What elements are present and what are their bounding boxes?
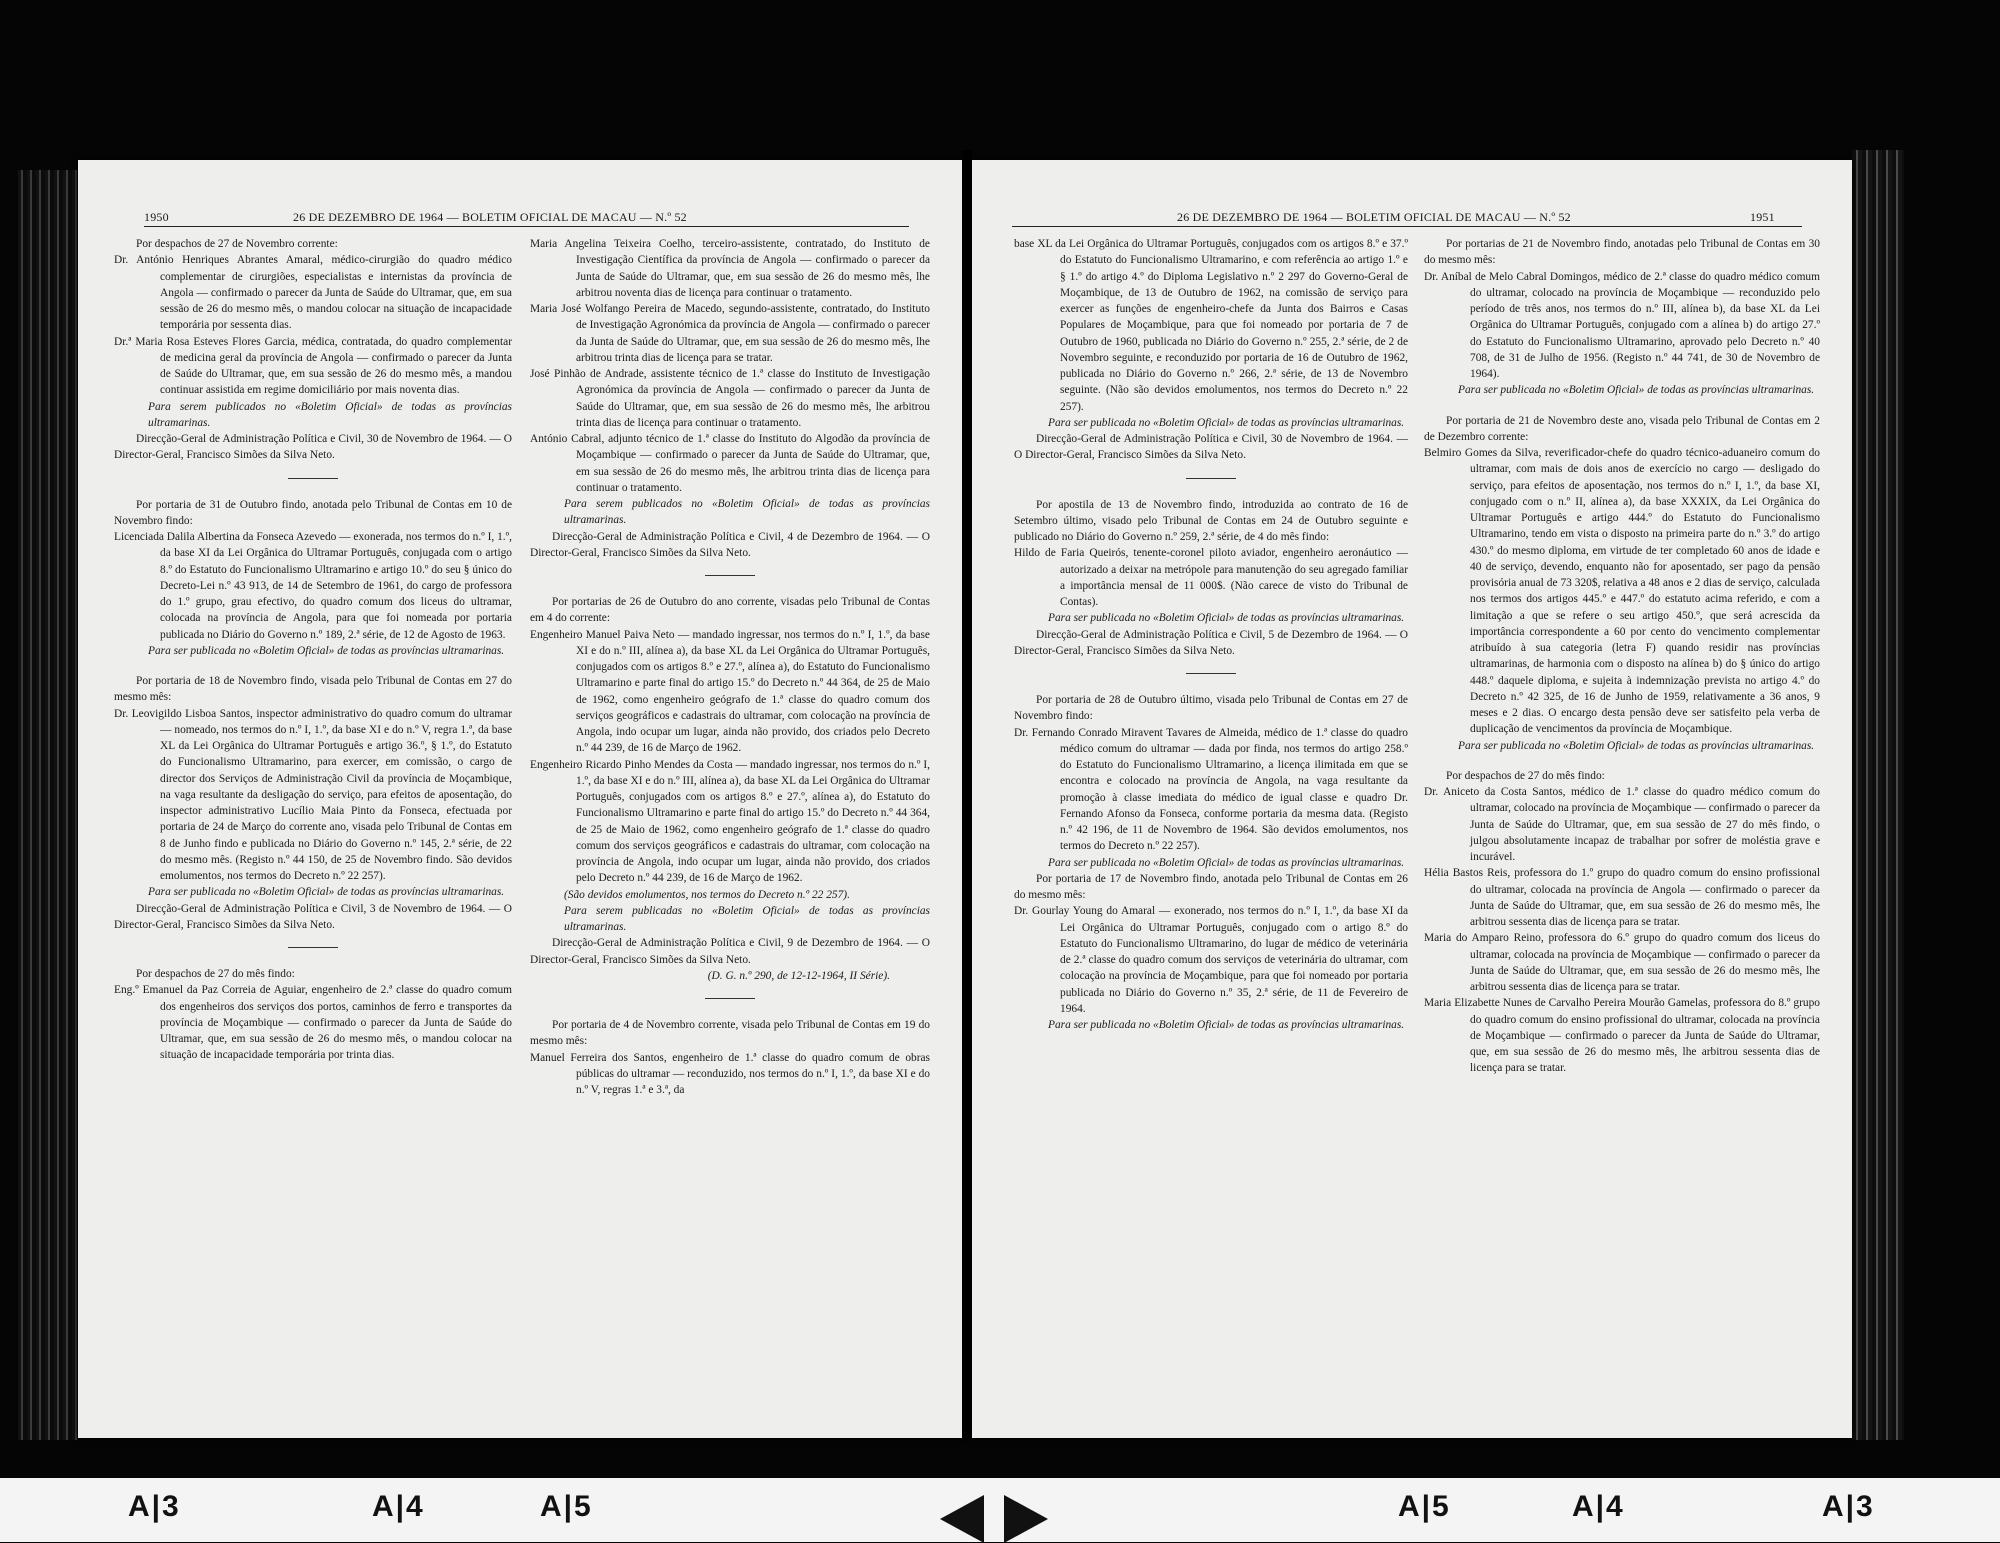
gazette-reference: (D. G. n.º 290, de 12-12-1964, II Série).	[707, 969, 890, 982]
publication-note: Para ser publicada no «Boletim Oficial» de todas as províncias ultramarinas.	[1048, 416, 1405, 429]
entry-paragraph: Eng.º Emanuel da Paz Correia de Aguiar, engenheiro de 2.ª classe do quadro comum dos engenheiros dos serviços dos portos, caminhos de ferro e transportes da província de Moçambique — confirmado o parecer da Junta de Saúde do Ultramar, que, em sua sessão de 26 do mesmo mês, o mandou colocar na situação de incapacidade temporária por trinta dias.	[114, 984, 512, 1062]
section-divider	[288, 947, 338, 948]
left-page-number: 1950	[144, 210, 169, 224]
section-spacer	[1424, 754, 1820, 768]
film-mark: A|5	[1398, 1490, 1451, 1523]
section-intro: Por portaria de 18 de Novembro findo, visada pelo Tribunal de Contas em 27 do mesmo mês:	[114, 675, 512, 704]
publication-note: Para serem publicados no «Boletim Oficial» de todas as províncias ultramarinas.	[148, 400, 512, 429]
section-intro: Por portarias de 26 de Outubro do ano corrente, visadas pelo Tribunal de Contas em 4 do corrente:	[530, 596, 930, 625]
publication-note: Para ser publicada no «Boletim Oficial» de todas as províncias ultramarinas.	[1458, 384, 1815, 397]
film-strip-margin	[0, 1478, 2000, 1542]
section-divider	[1186, 478, 1236, 479]
publication-note: (São devidos emolumentos, nos termos do Decreto n.º 22 257).	[564, 888, 850, 901]
film-mark: A|5	[540, 1490, 593, 1523]
signature-line: Direcção-Geral de Administração Política e Civil, 30 de Novembro de 1964. — O Director-Geral, Francisco Simões da Silva Neto.	[1014, 433, 1408, 462]
section-intro: Por despachos de 27 do mês findo:	[136, 968, 295, 980]
entry-paragraph: José Pinhão de Andrade, assistente técnico de 1.ª classe do Instituto de Investigação Agronómica da província de Angola — confirmado o parecer da Junta de Saúde do Ultramar, que, em sua sessão de 26 do mesmo mês, lhe arbitrou trinta dias de licença para continuar o tratamento.	[530, 368, 930, 429]
section-spacer	[1424, 399, 1820, 413]
publication-note: Para serem publicadas no «Boletim Oficial» de todas as províncias ultramarinas.	[564, 904, 930, 933]
entry-paragraph: Maria Angelina Teixeira Coelho, terceiro-assistente, contratado, do Instituto de Investigação Científica da província de Angola — confirmado o parecer da Junta de Saúde do Ultramar, que, em sua sessão de 26 do mesmo mês, lhe arbitrou noventa dias de licença para continuar o tratamento.	[530, 238, 930, 299]
entry-paragraph: Dr. Gourlay Young do Amaral — exonerado, nos termos do n.º I, 1.º, da base XI da Lei Orgânica do Ultramar Português, conjugado com o artigo 8.º do Estatuto do Funcionalismo Ultramarino, do lugar de médico de veterinária de 2.ª classe do quadro comum dos serviços de veterinária do ultramar, com colocação na província de Moçambique, para que foi nomeado por portaria publicada no Diário do Governo n.º 35, 2.ª série, de 11 de Fevereiro de 1964.	[1014, 905, 1408, 1015]
entry-paragraph: Maria Elizabette Nunes de Carvalho Pereira Mourão Gamelas, professora do 8.º grupo do quadro comum do ensino profissional do ultramar, colocada na província de Moçambique — confirmado o parecer da Junta de Saúde do Ultramar, que, em sua sessão de 26 do mesmo mês, lhe arbitrou sessenta dias de licença para se tratar.	[1424, 997, 1820, 1075]
section-intro: Por portaria de 31 de Outubro findo, anotada pelo Tribunal de Contas em 10 de Novembro findo:	[114, 498, 512, 527]
left-header-rule	[144, 226, 909, 227]
film-mark: A|4	[372, 1490, 425, 1523]
entry-paragraph: António Cabral, adjunto técnico de 1.ª classe do Instituto do Algodão da província de Moçambique — confirmado o parecer da Junta de Saúde do Ultramar, que, em sua sessão de 26 do mesmo mês, lhe arbitrou trinta dias de licença para continuar o tratamento.	[530, 433, 930, 494]
signature-line: Direcção-Geral de Administração Política e Civil, 30 de Novembro de 1964. — O Director-Geral, Francisco Simões da Silva Neto.	[114, 433, 512, 462]
entry-paragraph: Licenciada Dalila Albertina da Fonseca Azevedo — exonerada, nos termos do n.º I, 1.º, da base XI da Lei Orgânica do Ultramar Português, conjugada com o artigo 8.º do Estatuto do Funcionalismo Ultramarino e artigo 10.º do seu § único do Decreto-Lei n.º 43 913, de 14 de Setembro de 1961, do cargo de professora do 1.º grupo, grau efectivo, do quadro comum dos liceus do ultramar, colocada na província de Angola, para que foi nomeada por portaria publicada no Diário do Governo n.º 189, 2.ª série, de 12 de Agosto de 1963.	[114, 531, 513, 641]
publication-note: Para ser publicada no «Boletim Oficial» de todas as províncias ultramarinas.	[148, 644, 505, 657]
section-intro: Por portaria de 4 de Novembro corrente, visada pelo Tribunal de Contas em 19 do mesmo mês:	[530, 1019, 930, 1048]
section-intro: Por despachos de 27 de Novembro corrente:	[136, 238, 338, 250]
signature-line: Direcção-Geral de Administração Política e Civil, 4 de Dezembro de 1964. — O Director-Geral, Francisco Simões da Silva Neto.	[530, 530, 930, 559]
right-page-number: 1951	[1750, 210, 1775, 224]
left-column-1	[114, 236, 512, 1064]
right-page	[972, 160, 1852, 1438]
section-intro: Por portarias de 21 de Novembro findo, anotadas pelo Tribunal de Contas em 30 do mesmo mês:	[1424, 238, 1820, 267]
entry-paragraph: Maria José Wolfango Pereira de Macedo, segundo-assistente, contratado, do Instituto de Investigação Agronómica da província de Angola — confirmado o parecer da Junta de Saúde do Ultramar, que, em sua sessão de 26 do mesmo mês, lhe arbitrou trinta dias de licença para se tratar.	[530, 303, 930, 364]
entry-paragraph: Dr. António Henriques Abrantes Amaral, médico-cirurgião do quadro médico complementar de cirurgiões, especialistas e internistas da província de Angola — confirmado o parecer da Junta de Saúde do Ultramar, que, em sua sessão de 26 do mesmo mês, o mandou colocar na situação de incapacidade temporária por sessenta dias.	[114, 254, 512, 332]
section-intro: Por portaria de 21 de Novembro deste ano, visada pelo Tribunal de Contas em 2 de Dezembro corrente:	[1424, 414, 1820, 443]
section-intro: Por apostila de 13 de Novembro findo, introduzida ao contrato de 16 de Setembro último, visado pelo Tribunal de Contas em 24 de Outubro seguinte e publicado no Diário do Governo n.º 259, 2.ª série, de 4 do mês findo:	[1014, 498, 1408, 543]
entry-paragraph: Manuel Ferreira dos Santos, engenheiro de 1.ª classe do quadro comum de obras públicas do ultramar — reconduzido, nos termos do n.º I, 1.º, da base XI e do n.º V, regras 1.ª e 3.ª, da	[530, 1051, 930, 1096]
section-spacer	[114, 659, 512, 673]
publication-note: Para ser publicada no «Boletim Oficial» de todas as províncias ultramarinas.	[148, 886, 505, 899]
left-page	[78, 160, 962, 1438]
entry-paragraph: Dr.ª Maria Rosa Esteves Flores Garcia, médica, contratada, do quadro complementar de medicina geral da província de Angola — confirmado o parecer da Junta de Saúde do Ultramar, que, em sua sessão de 26 do mesmo mês, a mandou continuar assistida em regime domiciliário por mais noventa dias.	[114, 335, 512, 397]
entry-paragraph: Hélia Bastos Reis, professora do 1.º grupo do quadro comum do ensino profissional do ultramar, colocada na província de Angola — confirmado o parecer da Junta de Saúde do Ultramar, que, em sua sessão de 26 do mesmo mês, lhe arbitrou sessenta dias de licença para se tratar.	[1424, 867, 1820, 928]
right-binding-edge	[1852, 150, 1904, 1440]
section-intro: Por portaria de 28 de Outubro último, visada pelo Tribunal de Contas em 27 de Novembro findo:	[1014, 694, 1408, 723]
publication-note: Para ser publicada no «Boletim Oficial» de todas as províncias ultramarinas.	[1048, 1019, 1405, 1031]
film-mark: A|3	[1822, 1490, 1875, 1523]
right-column-1	[1014, 236, 1408, 1033]
left-column-2	[530, 236, 930, 1098]
publication-note: Para ser publicada no «Boletim Oficial» de todas as províncias ultramarinas.	[1048, 856, 1405, 869]
entry-paragraph: Belmiro Gomes da Silva, reverificador-chefe do quadro técnico-aduaneiro comum do ultramar, com mais de dois anos de exercício no cargo — desligado do serviço, para efeitos de aposentação, nos termos do n.º I, 1.º, da base XI, conjugado com o n.º II, alínea a), da base XXXIX, da Lei Orgânica do Ultramar Português e artigo 444.º do Estatuto do Funcionalismo Ultramarino, tendo em vista o disposto na primeira parte do n.º 3.º do artigo 430.º do mesmo diploma, em virtude de ter completado 60 anos de idade e 40 de serviço, devendo, enquanto não for aposentado, ser pago da pensão provisória anual de 73 320$, relativa a 48 anos e 2 dias de serviço, calculada nos termos dos artigos 445.º e 447.º do estatuto acima referido, e com a limitação a que se refere o seu artigo 450.º, que será acrescida da importância correspondente a 60 por cento do vencimento complementar atribuído à sua categoria (letra F) quando residir nas províncias ultramarinas, de harmonia com o disposto na alínea b) do § único do artigo 448.º daquele diploma, e sujeita à indemnização prevista no artigo 4.º do Decreto n.º 42 325, de 16 de Junho de 1959, relativamente a 36 anos, 9 meses e 2 dias. O encargo desta pensão deve ser satisfeito pela verba de duplicação de vencimentos da província de Moçambique.	[1424, 447, 1820, 736]
entry-paragraph: Dr. Aniceto da Costa Santos, médico de 1.ª classe do quadro médico comum do ultramar, colocado na província de Moçambique — confirmado o parecer da Junta de Saúde do Ultramar, que, em sua sessão de 27 do mês findo, o julgou absolutamente incapaz de trabalhar por sofrer de moléstia grave e incurável.	[1424, 786, 1820, 863]
entry-paragraph: base XL da Lei Orgânica do Ultramar Português, conjugados com os artigos 8.º e 37.º do Estatuto do Funcionalismo Ultramarino, e com referência ao artigo 1.º e § 1.º do artigo 4.º do Diploma Legislativo n.º 2 297 do Governo-Geral de Moçambique, de 13 de Outubro de 1962, na comissão de serviço para exercer as funções de engenheiro-chefe da Junta dos Bairros e Casas Populares de Moçambique, para que foi nomeado por portaria de 7 de Outubro de 1960, publicada no Diário do Governo n.º 255, 2.ª série, de 2 de Novembro seguinte, e reconduzido por portaria de 16 de Outubro de 1962, publicada no Diário do Governo n.º 266, 2.ª série, de 13 de Novembro seguinte. (Não são devidos emolumentos, nos termos do Decreto n.º 22 257).	[1014, 238, 1408, 413]
right-page-header: 26 DE DEZEMBRO DE 1964 — BOLETIM OFICIAL DE MACAU — N.º 52	[1177, 210, 1571, 224]
center-gutter	[962, 150, 972, 1440]
section-divider	[288, 478, 338, 479]
publication-note: Para ser publicada no «Boletim Oficial» de todas as províncias ultramarinas.	[1458, 739, 1815, 752]
entry-paragraph: Engenheiro Ricardo Pinho Mendes da Costa — mandado ingressar, nos termos do n.º I, 1.º, da base XI e do n.º III, alínea a), da base XL da Lei Orgânica do Ultramar Português, conjugados com os artigos 8.º e 27.º, alínea a), do Estatuto do Funcionalismo Ultramarino e parte final do artigo 15.º do Decreto n.º 44 364, de 25 de Maio de 1962, como engenheiro geógrafo de 1.ª classe do quadro comum dos serviços geográficos e cadastrais do ultramar, com colocação na província de Angola, indo ocupar um lugar, ainda não provido, dos criados pelo Decreto n.º 44 239, de 16 de Março de 1962.	[530, 758, 930, 885]
center-arrow-left-icon	[940, 1495, 984, 1543]
section-divider	[705, 575, 755, 576]
signature-line: Direcção-Geral de Administração Política e Civil, 9 de Dezembro de 1964. — O Director-Geral, Francisco Simões da Silva Neto.	[530, 937, 930, 966]
publication-note: Para serem publicados no «Boletim Oficial» de todas as províncias ultramarinas.	[564, 498, 930, 527]
right-header-rule	[1012, 226, 1802, 227]
publication-note: Para ser publicada no «Boletim Oficial» de todas as províncias ultramarinas.	[1048, 612, 1405, 625]
section-intro: Por portaria de 17 de Novembro findo, anotada pelo Tribunal de Contas em 26 do mesmo mês:	[1014, 872, 1408, 901]
left-binding-edge	[18, 170, 78, 1440]
center-arrow-right-icon	[1004, 1495, 1048, 1543]
right-column-2	[1424, 236, 1820, 1077]
entry-paragraph: Maria do Amparo Reino, professora do 6.º grupo do quadro comum dos liceus do ultramar, colocada na província de Moçambique — confirmado o parecer da Junta de Saúde do Ultramar, que, em sua sessão de 26 do mesmo mês, lhe arbitrou sessenta dias de licença para se tratar.	[1424, 932, 1820, 993]
entry-paragraph: Dr. Aníbal de Melo Cabral Domingos, médico de 2.ª classe do quadro médico comum do ultramar, colocado na província de Moçambique — reconduzido pelo período de três anos, nos termos do n.º III, alínea b), da base XL da Lei Orgânica do Ultramar Português, conjugado com a alínea b) do artigo 27.º do Estatuto do Funcionalismo Ultramarino, aprovado pelo Decreto n.º 40 708, de 31 de Julho de 1956. (Registo n.º 44 741, de 30 de Novembro de 1964).	[1424, 270, 1820, 380]
entry-paragraph: Dr. Fernando Conrado Miravent Tavares de Almeida, médico de 1.ª classe do quadro médico comum do ultramar — dada por finda, nos termos do artigo 258.º do Estatuto do Funcionalismo Ultramarino, a licença ilimitada em que se encontra e colocado na província de Angola, na vaga resultante da promoção à classe imediata do médico de igual classe e quadro Dr. Fernando Afonso da Fonseca, conforme portaria da mesma data. (Registo n.º 42 196, de 11 de Novembro de 1964. São devidos emolumentos, nos termos do Decreto n.º 22 257).	[1014, 726, 1408, 853]
entry-paragraph: Engenheiro Manuel Paiva Neto — mandado ingressar, nos termos do n.º I, 1.º, da base XI e do n.º III, alínea a), da base XL da Lei Orgânica do Ultramar Português, conjugados com os artigos 8.º e 27.º, alínea a), do Estatuto do Funcionalismo Ultramarino e parte final do artigo 15.º do Decreto n.º 44 364, de 25 de Maio de 1962, como engenheiro geógrafo de 1.ª classe do quadro comum dos serviços geográficos e cadastrais do ultramar, com colocação na província de Angola, indo ocupar um lugar, ainda não provido, dos criados pelo Decreto n.º 44 239, de 16 de Março de 1962.	[530, 628, 930, 755]
signature-line: Direcção-Geral de Administração Política e Civil, 3 de Novembro de 1964. — O Director-Geral, Francisco Simões da Silva Neto.	[114, 902, 512, 931]
section-divider	[1186, 673, 1236, 674]
signature-line: Direcção-Geral de Administração Política e Civil, 5 de Dezembro de 1964. — O Director-Geral, Francisco Simões da Silva Neto.	[1014, 628, 1408, 657]
section-intro: Por despachos de 27 do mês findo:	[1446, 769, 1605, 782]
left-page-header: 26 DE DEZEMBRO DE 1964 — BOLETIM OFICIAL DE MACAU — N.º 52	[293, 210, 687, 224]
section-divider	[705, 998, 755, 999]
entry-paragraph: Hildo de Faria Queirós, tenente-coronel piloto aviador, engenheiro aeronáutico — autorizado a deixar na metrópole para manutenção do seu agregado familiar a importância mensal de 11 000$. (Não carece de visto do Tribunal de Contas).	[1014, 547, 1408, 608]
film-mark: A|3	[128, 1490, 181, 1523]
film-mark: A|4	[1572, 1490, 1625, 1523]
entry-paragraph: Dr. Leovigildo Lisboa Santos, inspector administrativo do quadro comum do ultramar — nomeado, nos termos do n.º I, 1.º, da base XI e do n.º V, regra 1.ª, da base XL da Lei Orgânica do Ultramar Português e artigo 36.º, § 1.º, do Estatuto do Funcionalismo Ultramarino, para exercer, em comissão, o cargo de director dos Serviços de Administração Civil da província de Moçambique, na vaga resultante da desligação do serviço, para efeitos de aposentação, do inspector administrativo Lucílio Maia Pinto da Fonseca, efectuada por portaria de 24 de Março do corrente ano, visada pelo Tribunal de Contas em 8 de Junho findo e publicada no Diário do Governo n.º 145, 2.ª série, de 22 do mesmo mês. (Registo n.º 44 150, de 25 de Novembro findo. São devidos emolumentos, nos termos do Decreto n.º 22 257).	[114, 707, 512, 882]
